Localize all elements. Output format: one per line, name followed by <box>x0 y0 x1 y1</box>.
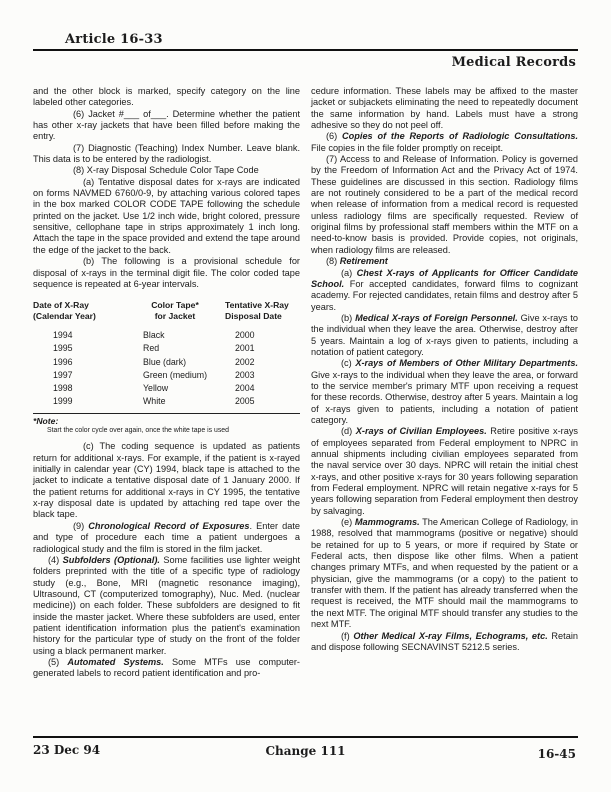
paragraph: (6) Jacket #___ of___. Determine whether the patient has other x-ray jackets that have been filled before making the entry. <box>33 108 300 142</box>
paragraph: (a) Tentative disposal dates for x-rays are indicated on forms NAVMED 6760/0-9, by attaching various colored tapes in the box marked COLOR CODE TAPE following the schedule printed on the jacket. Use 1/2 inch wide, bright colored, pressure sensitive, cellophane tape in strips approximately 1 inch long. Attach the tape in the space provided and extend the tape around the edge of the jacket to the back. <box>33 176 300 255</box>
table-note-label: *Note: <box>33 416 59 427</box>
table-row: 1997 Green (medium) 2003 <box>53 369 255 380</box>
header-rule <box>33 49 578 51</box>
paragraph: (f) Other Medical X-ray Films, Echograms, etc. Retain and dispose following SECNAVINST 5212.5 series. <box>311 630 578 652</box>
paragraph: (5) Automated Systems. Some MTFs use computer-generated labels to record patient identification and pro- <box>33 656 300 679</box>
table-note-text: Start the color cycle over again, once the white tape is used <box>47 427 229 435</box>
paragraph: (7) Diagnostic (Teaching) Index Number. Leave blank. This data is to be entered by the radiologist. <box>33 142 300 165</box>
footer-change-number: Change 111 <box>265 744 346 758</box>
footer-page-number: 16-45 <box>537 747 576 761</box>
paragraph: (4) Subfolders (Optional). Some facilities use lighter weight folders preprinted with the title of a specific type of radiology study (e.g., Bone, MRI (magnetic resonance imaging), Ultrasound, CT (computerized tomography), Nuc. Med. (nuclear medicine)) on each folder. These subfolders are designed to fit inside the master jacket. Where these subfolders are used, enter patient identification information plus the patient's examination history for the particular type of study on the front of the folder using a black permanent marker. <box>33 554 300 656</box>
paragraph: (8) X-ray Disposal Schedule Color Tape Code <box>73 165 259 176</box>
table-row: 1995 Red 2001 <box>53 343 255 354</box>
table-header-disposal: Tentative X-Ray Disposal Date <box>225 300 289 321</box>
section-title: Medical Records <box>451 55 576 70</box>
paragraph: (b) Medical X-rays of Foreign Personnel. Give x-rays to the individual when they leave the area. Otherwise, destroy after 5 years. Maintain a log of x-rays given to patients, including a notation of patient category. <box>311 312 578 357</box>
table-header-row <box>33 300 300 321</box>
article-number: Article 16-33 <box>65 32 163 47</box>
paragraph: (a) Chest X-rays of Applicants for Officer Candidate School. For accepted candidates, forward films to cognizant academy. For rejected candidates, retain films and destroy after 5 years. <box>311 267 578 312</box>
paragraph: cedure information. These labels may be affixed to the master jacket or subjackets eliminating the need to repeatedly document the same information by hand. Labels must have a strong adhesive so they do not peel off. <box>311 86 578 131</box>
table-row: 1998 Yellow 2004 <box>53 383 255 393</box>
paragraph: (7) Access to and Release of Information. Policy is governed by the Freedom of Information Act and the Privacy Act of 1974. These guidelines are discussed in this section. Radiology films are not routinely considered to be a part of the medical record when release of information from a medical record is requested unless radiology films are specifically requested. Review of original films by professional staff members within the MTF on a need-to-know basis is provided. Provide copies, not originals, when radiology films are released. <box>311 154 578 255</box>
paragraph: (8) Retirement <box>326 256 388 267</box>
page-footer <box>33 736 578 759</box>
paragraph: (c) X-rays of Members of Other Military Departments. Give x-rays to the individual when they leave the area, or forward to the service member's primary MTF upon receiving a request for these records. Otherwise, destroy after 5 years. Maintain a log of x-rays given to patients, including a notation of patient category. <box>311 358 578 425</box>
table-row: 1996 Blue (dark) 2002 <box>53 356 255 367</box>
paragraph: (9) Chronological Record of Exposures. Enter date and type of procedure each time a patient undergoes a radiological study and the film is stored in the film jacket. <box>33 520 300 554</box>
paragraph: (6) Copies of the Reports of Radiologic Consultations. File copies in the file folder promptly on receipt. <box>311 131 579 153</box>
page-header <box>33 30 578 74</box>
table-row: 1999 White 2005 <box>53 396 255 407</box>
left-column <box>33 86 300 738</box>
right-column <box>311 86 578 738</box>
table-row: 1994 Black 2000 <box>53 330 255 341</box>
paragraph: (b) The following is a provisional schedule for disposal of x-rays in the terminal digit file. The color coded tape sequence is repeated at 6-year intervals. <box>33 256 300 289</box>
table-header-tape: Color Tape* for Jacket <box>151 300 199 321</box>
footer-date: 23 Dec 94 <box>33 743 101 757</box>
disposal-schedule-table <box>33 300 300 435</box>
footer-rule <box>33 736 578 738</box>
table-header-date: Date of X-Ray (Calendar Year) <box>33 300 96 321</box>
paragraph: and the other block is marked, specify category on the line labeled other categories. <box>33 86 300 108</box>
paragraph: (d) X-rays of Civilian Employees. Retire positive x-rays of employees separated from Federal employment to NPRC in annual shipments including civilian employees separated from the naval service over 30 days. NPRC will retain the initial chest x-rays, and other positive x-rays for 30 years following separation from Federal employment. NPRC will retain negative x-rays for 5 years following separation from Federal employment then destroy by salvaging. <box>311 426 579 516</box>
paragraph: (c) The coding sequence is updated as patients return for additional x-rays. For example, if the patient is x-rayed initially in calendar year (CY) 1994, black tape is attached to the jacket to indicate a tentative disposal date of 1 January 2000. If the patient returns for additional x-rays in CY 1995, the tentative x-ray disposal date is updated by attaching red tape over the black tape. <box>33 441 300 520</box>
table-bottom-rule <box>33 413 300 414</box>
paragraph: (e) Mammograms. The American College of Radiology, in 1988, resolved that mammograms (positive or negative) should be retained for up to 5 years, or more if required by State or Federal acts, then dispose like other films. When a patient changes primary MTFs, and when requested by the patient or a physician, give the mammograms (or a copy) to the patient to transfer with them. If the patient has already transferred when the request is received, the MTF should mail the mammograms to the next MTF. The original MTF should transfer any studies to the next MTF. <box>311 517 578 630</box>
body-columns <box>33 86 578 738</box>
